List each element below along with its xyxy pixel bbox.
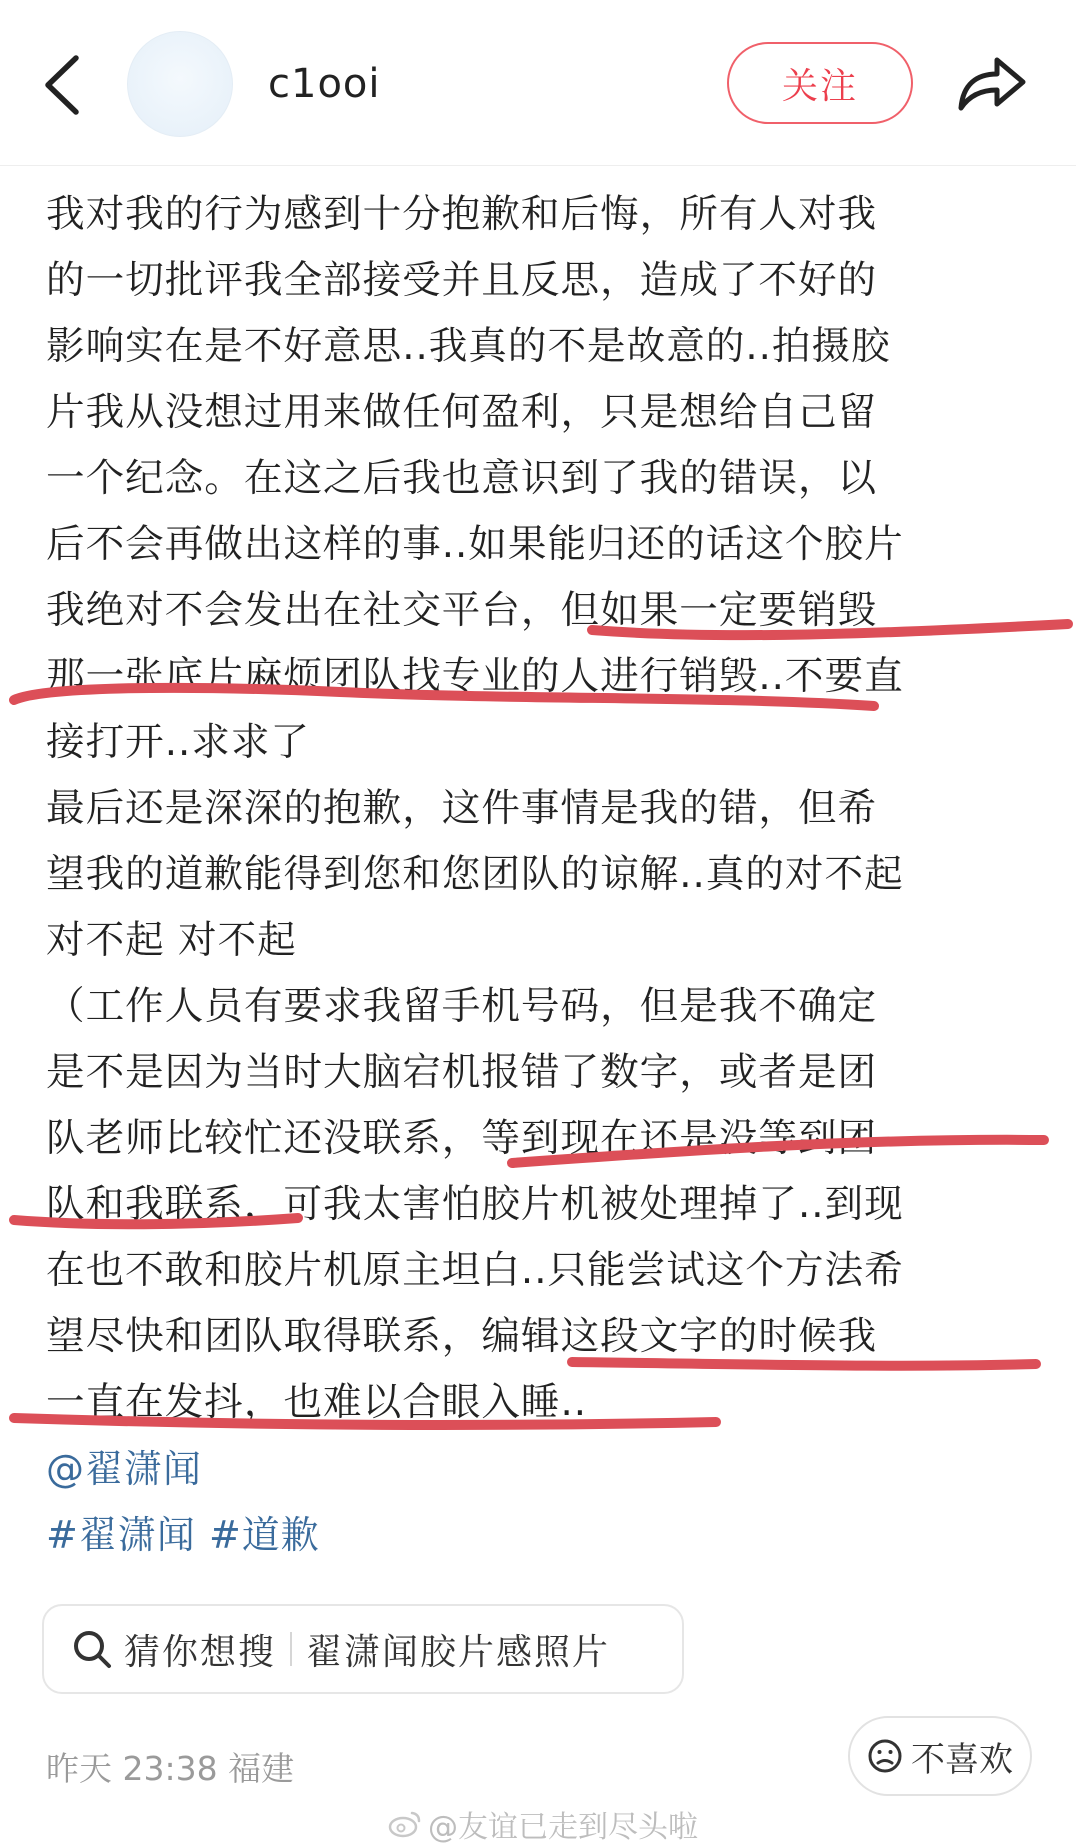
back-button[interactable] (38, 52, 88, 118)
post-line: 接打开..求求了 (46, 720, 310, 765)
hashtag-link[interactable]: #翟潇闻 (46, 1513, 196, 1557)
post-time: 昨天 23:38 (46, 1749, 218, 1788)
frown-face-icon (867, 1738, 903, 1774)
chevron-left-icon (38, 52, 88, 118)
post-line: 队和我联系，可我太害怕胶片机被处理掉了..到现 (46, 1182, 904, 1227)
post-text (46, 182, 1036, 1436)
post-line: 影响实在是不好意思..我真的不是故意的..拍摄胶 (46, 324, 891, 369)
post-line: （工作人员有要求我留手机号码，但是我不确定 (46, 984, 878, 1029)
suggestion-label: 猜你想搜 (124, 1631, 277, 1673)
share-button[interactable] (955, 50, 1027, 116)
hashtag-link[interactable]: #道歉 (208, 1513, 320, 1557)
post-line: 一个纪念。在这之后我也意识到了我的错误，以 (46, 456, 878, 501)
post-meta (46, 1744, 294, 1794)
follow-button[interactable]: 关注 (727, 42, 913, 124)
username[interactable]: c1ooi (268, 61, 381, 107)
search-icon (70, 1627, 114, 1671)
post-line: 那一张底片麻烦团队找专业的人进行销毁..不要直 (46, 654, 904, 699)
top-bar (0, 0, 1076, 166)
dislike-label: 不喜欢 (911, 1739, 1013, 1780)
divider (290, 1632, 292, 1666)
post-line: 我绝对不会发出在社交平台，但如果一定要销毁 (46, 588, 878, 633)
hashtag-list (46, 1502, 320, 1568)
post-line: 是不是因为当时大脑宕机报错了数字，或者是团 (46, 1050, 878, 1095)
post-line: 望我的道歉能得到您和您团队的谅解..真的对不起 (46, 852, 904, 897)
watermark-text: @友谊已走到尽头啦 (428, 1810, 698, 1845)
post-line: 望尽快和团队取得联系，编辑这段文字的时候我 (46, 1314, 878, 1359)
post-line: 对不起 对不起 (46, 918, 297, 963)
post-line: 我对我的行为感到十分抱歉和后悔，所有人对我 (46, 192, 878, 237)
search-suggestion[interactable] (42, 1604, 684, 1694)
post-location: 福建 (228, 1749, 295, 1788)
avatar[interactable] (127, 31, 233, 137)
post-line: 最后还是深深的抱歉，这件事情是我的错，但希 (46, 786, 878, 831)
weibo-logo-icon (388, 1810, 422, 1838)
post-line: 片我从没想过用来做任何盈利，只是想给自己留 (46, 390, 878, 435)
post-line: 队老师比较忙还没联系，等到现在还是没等到团 (46, 1116, 878, 1161)
share-arrow-icon (955, 50, 1027, 116)
post-line: 后不会再做出这样的事..如果能归还的话这个胶片 (46, 522, 904, 567)
post-line: 一直在发抖，也难以合眼入睡.. (46, 1380, 588, 1425)
watermark (388, 1802, 698, 1846)
post-line: 在也不敢和胶片机原主坦白..只能尝试这个方法希 (46, 1248, 904, 1293)
dislike-button[interactable] (848, 1716, 1032, 1796)
post-line: 的一切批评我全部接受并且反思，造成了不好的 (46, 258, 878, 303)
mention-link[interactable]: @翟潇闻 (46, 1447, 203, 1491)
suggestion-term: 翟潇闻胶片感照片 (306, 1631, 611, 1673)
